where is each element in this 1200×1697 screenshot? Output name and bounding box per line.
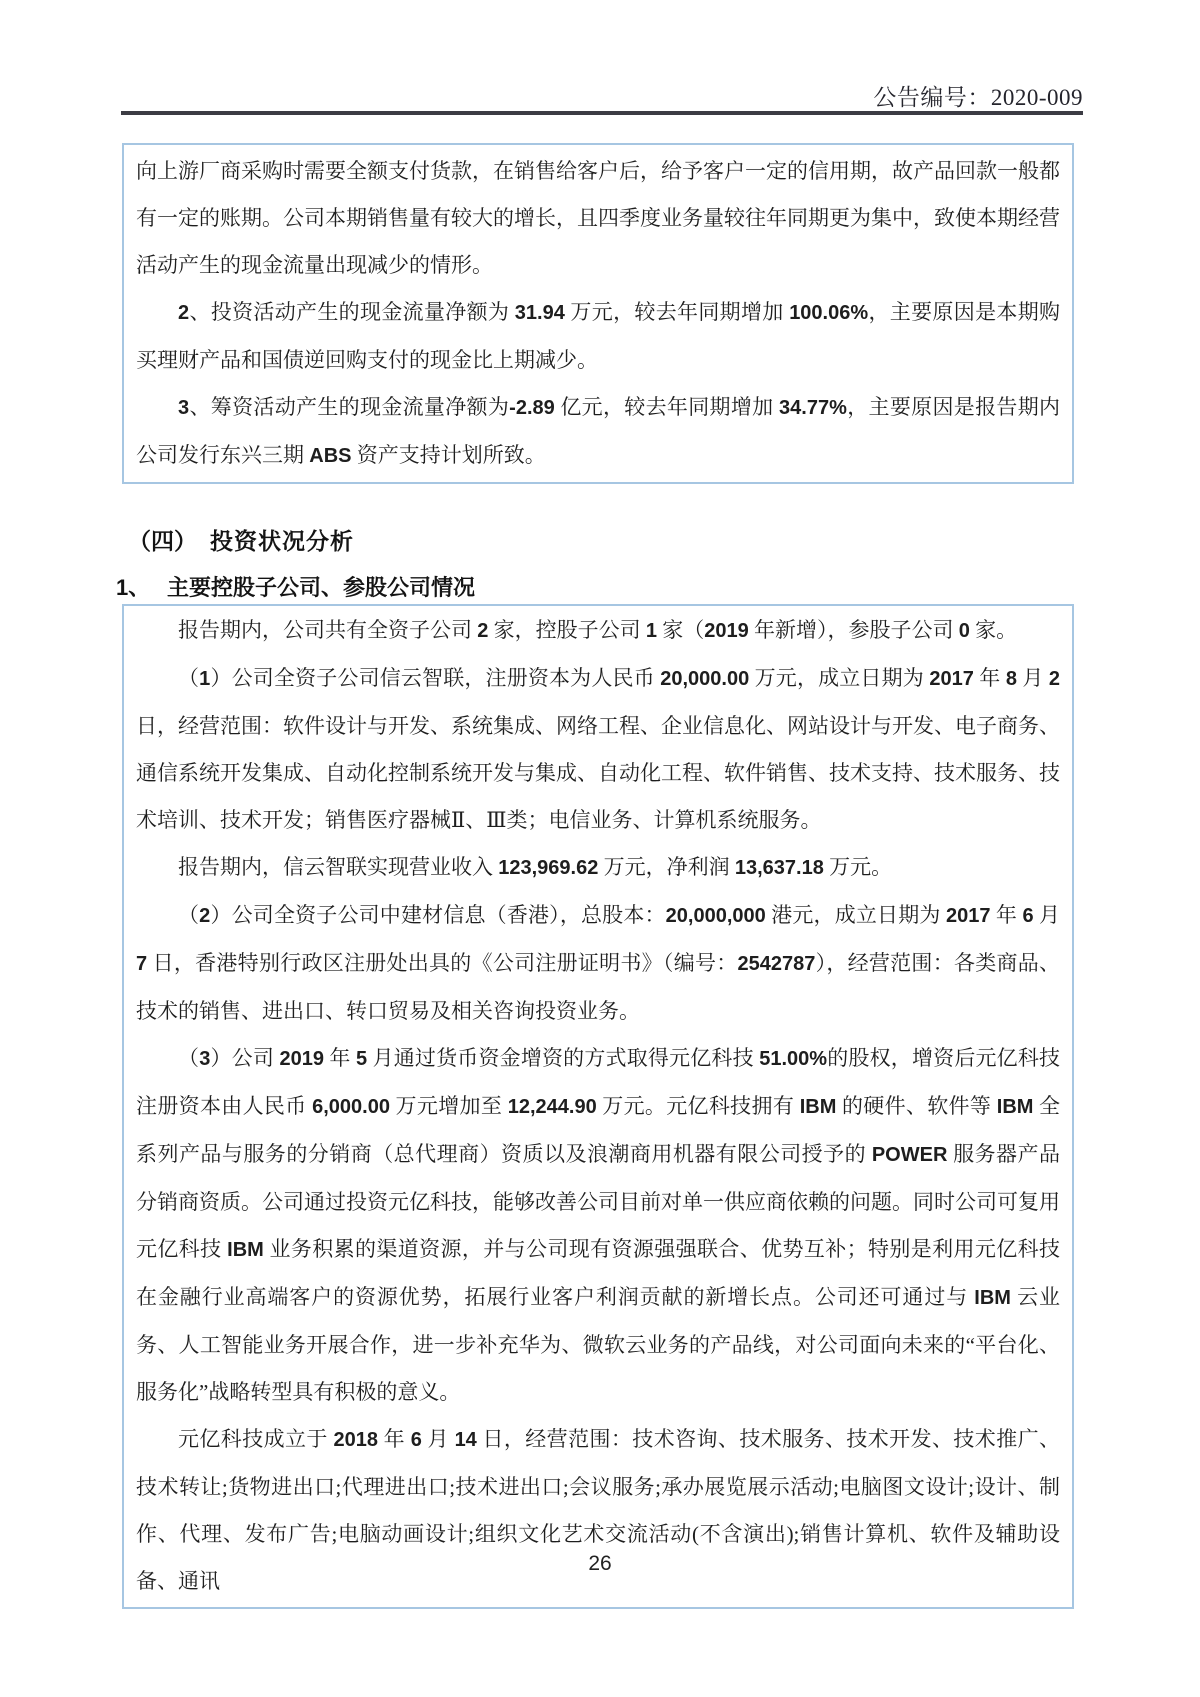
section-number: （四） <box>128 529 197 554</box>
paragraph: （3）公司 2019 年 5 月通过货币资金增资的方式取得元亿科技 51.00%的股权，增资后元亿科技注册资本由人民币 6,000.00 万元增加至 12,244.90 万元。元亿科技拥有 IBM 的硬件、软件等 IBM 全系列产品与服务的分销商（总代理商）资质以及浪潮商用机器有限公司授予的 POWER 服务器产品分销商资质。公司通过投资元亿科技，能够改善公司目前对单一供应商依赖的问题。同时公司可复用元亿科技 IBM 业务积累的渠道资源，并与公司现有资源强强联合、优势互补；特别是利用元亿科技在金融行业高端客户的资源优势，拓展行业客户利润贡献的新增长点。公司还可通过与 IBM 云业务、人工智能业务开展合作，进一步补充华为、微软云业务的产品线，对公司面向未来的“平台化、服务化”战略转型具有积极的意义。 <box>136 1046 1061 1404</box>
announcement-number: 公告编号：2020-009 <box>873 85 1083 110</box>
paragraph: 报告期内，信云智联实现营业收入 123,969.62 万元，净利润 13,637.18 万元。 <box>178 855 893 879</box>
paragraph: （1）公司全资子公司信云智联，注册资本为人民币 20,000.00 万元，成立日期为 2017 年 8 月 2 日，经营范围：软件设计与开发、系统集成、网络工程、企业信息化、网站设计与开发、电子商务、通信系统开发集成、自动化控制系统开发与集成、自动化工程、软件销售、技术支持、技术服务、技术培训、技术开发；销售医疗器械Ⅱ、Ⅲ类；电信业务、计算机系统服务。 <box>136 666 1061 832</box>
paragraph: 元亿科技成立于 2018 年 6 月 14 日，经营范围：技术咨询、技术服务、技术开发、技术推广、技术转让;货物进出口;代理进出口;技术进出口;会议服务;承办展览展示活动;电脑图文设计;设计、制作、代理、发布广告;电脑动画设计;组织文化艺术交流活动(不含演出);销售计算机、软件及辅助设备、通讯 <box>136 1427 1061 1593</box>
section-heading <box>128 523 354 556</box>
paragraph: 向上游厂商采购时需要全额支付货款，在销售给客户后，给予客户一定的信用期，故产品回款一般都有一定的账期。公司本期销售量有较大的增长，且四季度业务量较往年同期更为集中，致使本期经营活动产生的现金流量出现减少的情形。 <box>136 159 1060 277</box>
paragraph: （2）公司全资子公司中建材信息（香港），总股本：20,000,000 港元，成立日期为 2017 年 6 月 7 日，香港特别行政区注册处出具的《公司注册证明书》（编号：2542787），经营范围：各类商品、技术的销售、进出口、转口贸易及相关咨询投资业务。 <box>136 903 1061 1023</box>
subsection-heading <box>116 571 475 602</box>
subsidiaries-info-box <box>122 604 1074 1609</box>
page-number: 26 <box>588 1552 612 1575</box>
subsection-number: 1、 <box>116 575 151 600</box>
subsection-title: 主要控股子公司、参股公司情况 <box>167 575 476 600</box>
paragraph: 2、投资活动产生的现金流量净额为 31.94 万元，较去年同期增加 100.06%，主要原因是本期购买理财产品和国债逆回购支付的现金比上期减少。 <box>136 300 1061 372</box>
paragraph: 3、筹资活动产生的现金流量净额为-2.89 亿元，较去年同期增加 34.77%，主要原因是报告期内公司发行东兴三期 ABS 资产支持计划所致。 <box>136 395 1061 467</box>
paragraph: 报告期内，公司共有全资子公司 2 家，控股子公司 1 家（2019 年新增），参股子公司 0 家。 <box>178 618 1018 642</box>
header-rule <box>121 111 1083 115</box>
cash-flow-analysis-box <box>122 143 1074 484</box>
section-title: 投资状况分析 <box>210 528 354 554</box>
